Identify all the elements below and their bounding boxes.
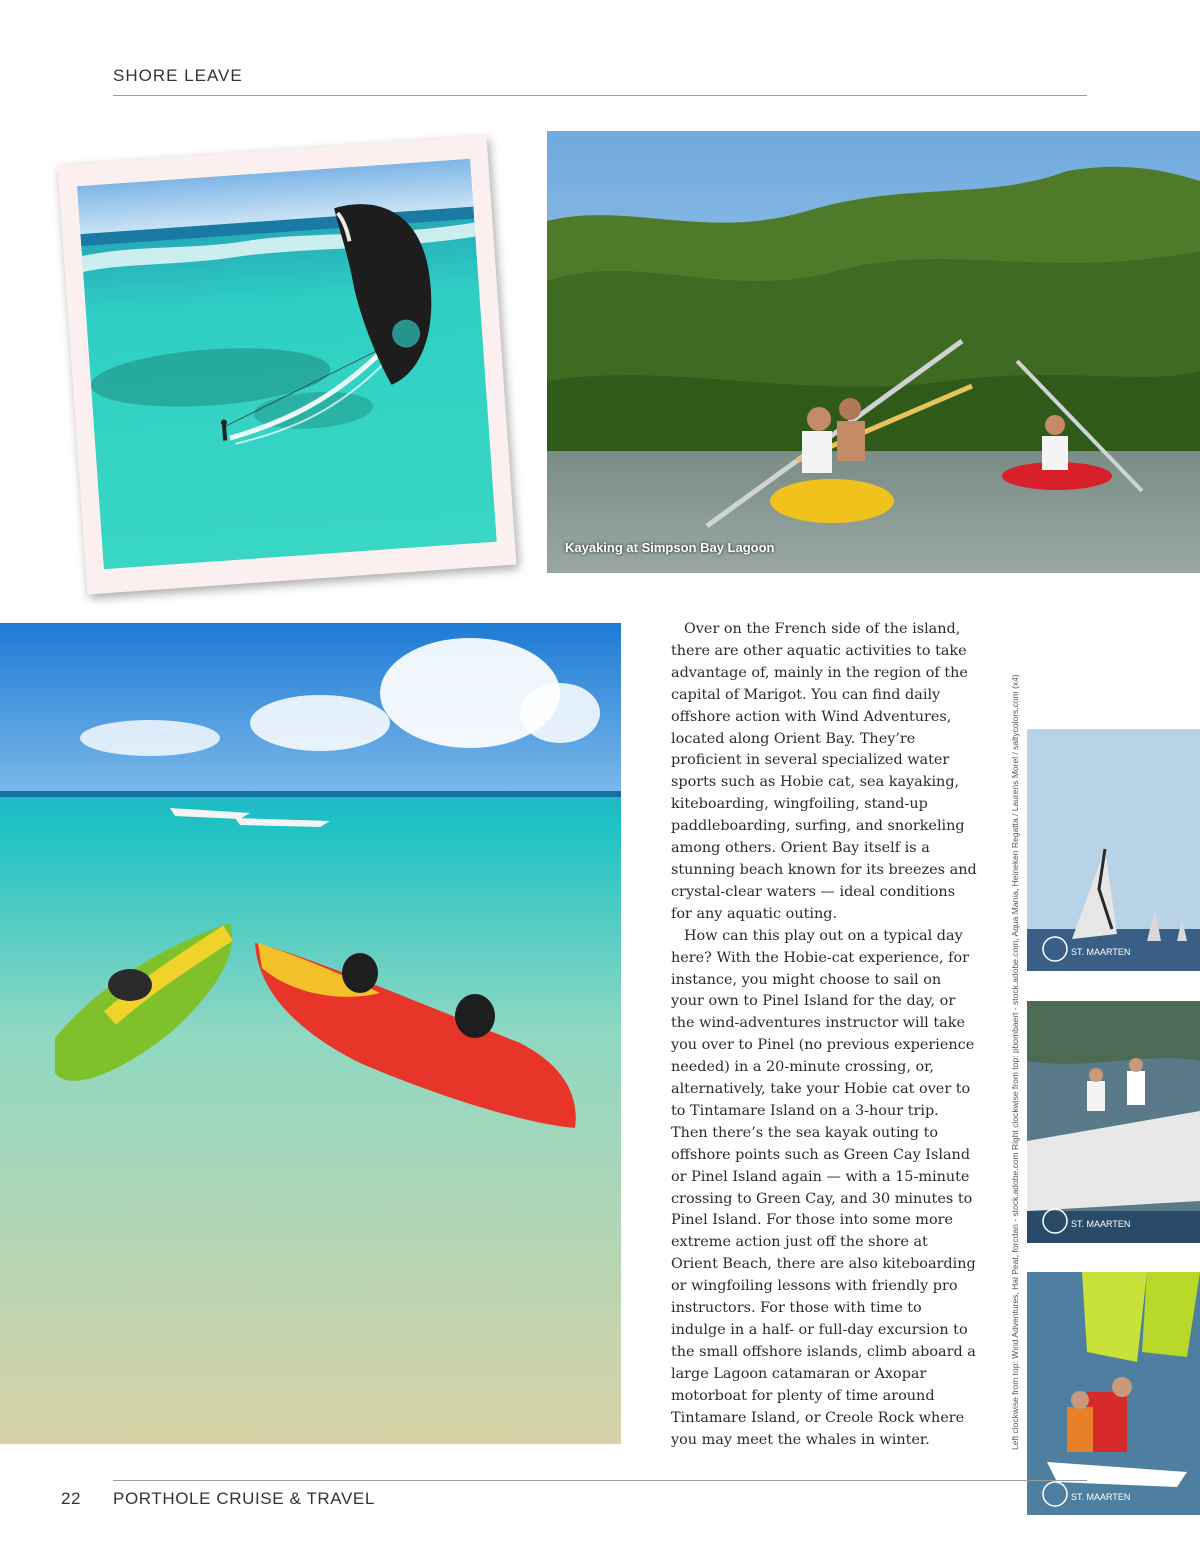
kiteboarding-polaroid xyxy=(58,136,517,595)
article-body xyxy=(671,619,977,1451)
photo-credits: Left clockwise from top: Wind Adventures, Hal Peat, forcdan - stock.adobe.com Right clockwise from top: pbombaert - stock.adobe.com, Aqua Mania, Heineken Regatta / Laurens Morel / saltycolors.com (x4) xyxy=(1010,674,1020,1450)
kiteboarding-photo xyxy=(77,159,497,570)
section-label: SHORE LEAVE xyxy=(113,66,243,85)
kayaking-photo xyxy=(547,131,1200,573)
regatta-photo-1 xyxy=(1027,729,1200,971)
footer-rule xyxy=(113,1480,1087,1481)
page-number: 22 xyxy=(61,1489,82,1508)
kayaking-caption: Kayaking at Simpson Bay Lagoon xyxy=(565,540,775,555)
article-paragraph-2: How can this play out on a typical day here? With the Hobie-cat experience, for instance, you might choose to sail on your own to Pinel Island for the day, or the wind-adventures instructor will take you over to Pinel (no previous experience needed) in a 20-minute crossing, or, alternatively, take your Hobie cat over to to Tintamare Island on a 3-hour trip. Then there’s the sea kayak outing to offshore points such as Green Cay Island or Pinel Island again — with a 15-minute crossing to Green Cay, and 30 minutes to Pinel Island. For those into some more extreme action just off the shore at Orient Beach, there are also kiteboarding or wingfoiling lessons with friendly pro instructors. For those with time to indulge in a half- or full-day excursion to the small offshore islands, climb aboard a large Lagoon catamaran or Axopar motorboat for plenty of time around Tintamare Island, or Creole Rock where you may meet the whales in winter. xyxy=(671,927,976,1448)
regatta-logo-2: ST. MAARTEN xyxy=(1071,1219,1131,1229)
beach-kayaks-photo xyxy=(0,623,621,1444)
article-paragraph-1: Over on the French side of the island, there are other aquatic activities to take advantage of, mainly in the region of the capital of Marigot. You can find daily offshore action with Wind Adventures, located along Orient Bay. They’re proficient in several specialized water sports such as Hobie cat, sea kayaking, kiteboarding, wingfoiling, stand-up paddleboarding, surfing, and snorkeling among others. Orient Bay itself is a stunning beach known for its breezes and crystal-clear waters — ideal conditions for any aquatic outing. xyxy=(671,621,977,922)
regatta-photo-3 xyxy=(1027,1272,1200,1515)
regatta-logo-1: ST. MAARTEN xyxy=(1071,947,1131,957)
publication-name: PORTHOLE CRUISE & TRAVEL xyxy=(113,1489,375,1508)
regatta-logo-3: ST. MAARTEN xyxy=(1071,1492,1131,1502)
regatta-photo-2 xyxy=(1027,1001,1200,1243)
header-rule xyxy=(113,95,1087,96)
